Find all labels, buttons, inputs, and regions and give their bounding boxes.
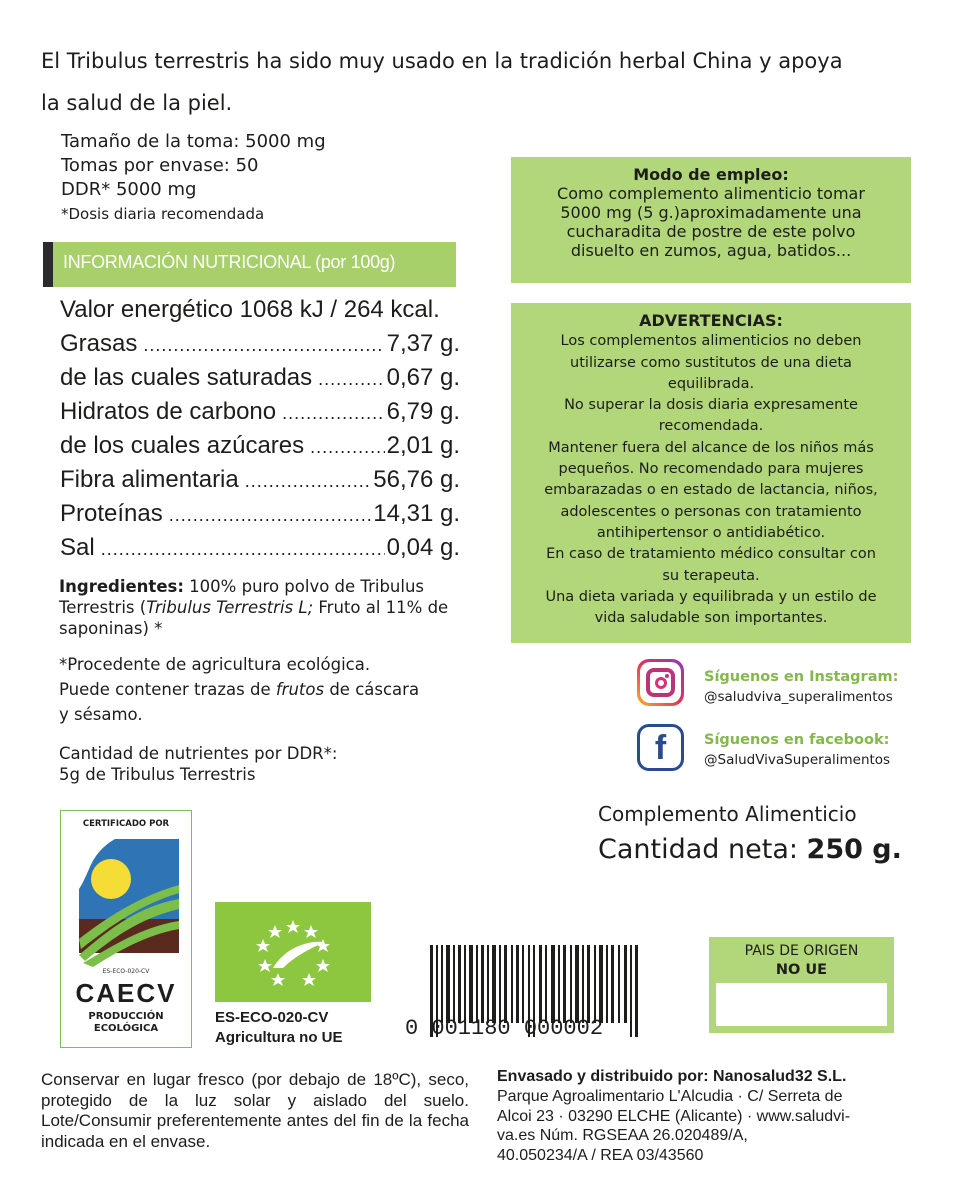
ddr-title: Cantidad de nutrientes por DDR*: — [59, 744, 338, 763]
instagram-title: Síguenos en Instagram: — [704, 669, 899, 685]
usage-box — [511, 157, 911, 283]
storage-instructions: Conservar en lugar fresco (por debajo de 18ºC), seco, protegido de la luz solar y aislado del suelo. Lote/Consumir preferentemente antes del fin de la fecha indicada en el envase. — [41, 1070, 469, 1151]
doses-per-pack: Tomas por envase: 50 — [61, 155, 259, 176]
nutrition-row-label: Sal — [60, 534, 95, 561]
ddr-amount: DDR* 5000 mg — [61, 179, 197, 200]
facebook-handle[interactable]: @SaludVivaSuperalimentos — [704, 752, 891, 768]
net-quantity-label: Cantidad neta: — [598, 834, 807, 865]
dot-leader — [143, 335, 384, 356]
ingredients — [59, 576, 459, 639]
facebook-info — [704, 730, 890, 770]
warnings-box — [511, 303, 911, 643]
nutrition-row — [60, 330, 460, 364]
barcode-digits: 0 001180 000002 — [405, 1016, 604, 1041]
ingredients-latin-name: Tribulus Terrestris L; — [146, 598, 314, 617]
dot-leader — [282, 403, 384, 424]
nutrition-row — [60, 398, 460, 432]
usage-line: cucharadita de postre de este polvo — [566, 222, 856, 241]
distributor-info — [497, 1067, 897, 1166]
instagram-icon-inner — [640, 662, 681, 703]
nutrition-row-label: Grasas — [60, 330, 138, 357]
usage-line: disuelto en zumos, agua, batidos... — [570, 241, 852, 260]
nutrition-row-value: 2,01 g. — [386, 432, 460, 459]
origin-box — [709, 937, 894, 1033]
nutrition-row-label: Hidratos de carbono — [60, 398, 277, 425]
net-quantity — [598, 834, 902, 865]
warnings-title: ADVERTENCIAS: — [639, 311, 783, 330]
nutrition-row-label: Proteínas — [60, 500, 163, 527]
caecv-small-code: ES-ECO-020-CV — [102, 968, 150, 975]
distributor-line: Parque Agroalimentario L'Alcudia · C/ Serreta de — [497, 1087, 843, 1105]
nutrition-row-value: 56,76 g. — [373, 466, 460, 493]
net-quantity-value: 250 g. — [806, 834, 902, 865]
allergen-text: Puede contener trazas de — [59, 680, 276, 699]
allergen-italic: frutos — [275, 680, 325, 699]
ddr-note: *Dosis diaria recomendada — [61, 205, 265, 223]
organic-origin: *Procedente de agricultura ecológica. — [59, 655, 371, 674]
instagram-lens — [655, 677, 667, 689]
nutrition-row-label: Valor energético 1068 kJ / 264 kcal. — [60, 296, 440, 323]
caecv-emblem-icon — [75, 837, 179, 967]
usage-line: Como complemento alimenticio tomar — [557, 184, 865, 203]
warnings-line: equilibrada. — [667, 375, 755, 392]
instagram-camera-outline — [646, 668, 675, 697]
usage-title: Modo de empleo: — [633, 165, 789, 184]
caecv-brand: CAECV — [75, 978, 177, 1008]
nutrition-row-value: 14,31 g. — [373, 500, 460, 527]
nutrition-row — [60, 364, 460, 398]
instagram-icon[interactable] — [637, 659, 684, 706]
allergen-note — [59, 677, 469, 702]
warnings-line: pequeños. No recomendado para mujeres — [558, 461, 864, 478]
dot-leader — [169, 505, 372, 526]
eu-origin: Agricultura no UE — [215, 1029, 343, 1046]
nutrition-header-label: INFORMACIÓN NUTRICIONAL (por 100g) — [63, 252, 396, 272]
caecv-production-line-1: PRODUCCIÓN — [88, 1011, 164, 1022]
distributor-line: va.es Núm. RGSEAA 26.020489/A, — [497, 1127, 748, 1145]
nutrition-row-label: de los cuales azúcares — [60, 432, 305, 459]
allergen-text-end: de cáscara — [324, 680, 420, 699]
nutrition-row-value: 0,67 g. — [386, 364, 460, 391]
facebook-title: Síguenos en facebook: — [704, 732, 890, 748]
warnings-line: adolescentes o personas con tratamiento — [560, 503, 862, 520]
nutrition-row-label: Fibra alimentaria — [60, 466, 239, 493]
facebook-glyph: f — [654, 728, 667, 767]
nutrition-row — [60, 500, 460, 534]
distributor-line: 40.050234/A / REA 03/43560 — [497, 1147, 704, 1165]
ddr-nutrients — [59, 743, 459, 785]
nutrition-header — [43, 242, 456, 287]
ingredients-title: Ingredientes: — [59, 577, 184, 596]
eu-organic-code — [215, 1008, 343, 1048]
warnings-line: Mantener fuera del alcance de los niños más — [548, 439, 874, 456]
eu-code-value: ES-ECO-020-CV — [215, 1009, 329, 1026]
warnings-line: vida saludable son importantes. — [594, 610, 828, 627]
origin-label: PAIS DE ORIGEN — [744, 943, 859, 959]
nutrition-table — [60, 296, 460, 568]
instagram-flash-dot — [665, 674, 669, 678]
caecv-production-line-2: ECOLÓGICA — [93, 1023, 159, 1034]
distributor-title: Envasado y distribuido por: Nanosalud32 S.L. — [497, 1068, 847, 1085]
nutrition-row-value: 0,04 g. — [386, 534, 460, 561]
ddr-value: 5g de Tribulus Terrestris — [59, 765, 256, 784]
nutrition-row-energy — [60, 296, 460, 330]
intro-line-1: El Tribulus terrestris ha sido muy usado en la tradición herbal China y apoya — [41, 49, 843, 73]
dot-leader — [101, 539, 385, 560]
product-type: Complemento Alimenticio — [598, 802, 857, 826]
origin-value: NO UE — [775, 962, 828, 978]
ingredients-text-end: Fruto al 11% de saponinas) * — [59, 598, 449, 638]
dose-info — [61, 130, 326, 226]
caecv-production — [61, 1011, 191, 1035]
caecv-certification-logo — [60, 810, 192, 1048]
warnings-line: recomendada. — [658, 418, 764, 435]
instagram-info — [704, 667, 898, 707]
organic-note — [59, 652, 469, 727]
eu-organic-logo — [215, 902, 371, 1002]
eu-leaf-stars-icon — [215, 902, 371, 1002]
instagram-handle[interactable]: @saludviva_superalimentos — [704, 689, 893, 705]
warnings-line: utilizarse como sustitutos de una dieta — [570, 354, 852, 371]
nutrition-row — [60, 432, 460, 466]
nutrition-row-value: 7,37 g. — [386, 330, 460, 357]
certified-by-label: CERTIFICADO POR — [82, 819, 170, 829]
warnings-line: su terapeuta. — [662, 567, 760, 584]
warnings-line: embarazadas o en estado de lactancia, niños, — [544, 482, 878, 499]
origin-blank-field — [716, 983, 887, 1026]
intro-line-2: la salud de la piel. — [41, 91, 233, 115]
warnings-line: antihipertensor o antidiabético. — [596, 524, 826, 541]
nutrition-row — [60, 534, 460, 568]
nutrition-row-value: 6,79 g. — [386, 398, 460, 425]
distributor-line: Alcoi 23 · 03290 ELCHE (Alicante) · www.saludvi- — [497, 1107, 851, 1125]
warnings-line: Los complementos alimenticios no deben — [560, 333, 862, 350]
intro-text — [41, 40, 921, 124]
allergen-line-3: y sésamo. — [59, 705, 143, 724]
ingredients-text: 100% puro polvo de Tribulus Terrestris ( — [59, 577, 425, 617]
warnings-line: No superar la dosis diaria expresamente — [564, 397, 858, 414]
dose-size: Tamaño de la toma: 5000 mg — [61, 131, 326, 152]
warnings-line: En caso de tratamiento médico consultar con — [546, 546, 876, 563]
facebook-icon[interactable] — [637, 724, 684, 771]
dot-leader — [245, 471, 372, 492]
dot-leader — [318, 369, 384, 390]
dot-leader — [310, 437, 384, 458]
warnings-line: Una dieta variada y equilibrada y un estilo de — [545, 588, 877, 605]
nutrition-row — [60, 466, 460, 500]
nutrition-row-label: de las cuales saturadas — [60, 364, 313, 391]
usage-line: 5000 mg (5 g.)aproximadamente una — [560, 203, 862, 222]
